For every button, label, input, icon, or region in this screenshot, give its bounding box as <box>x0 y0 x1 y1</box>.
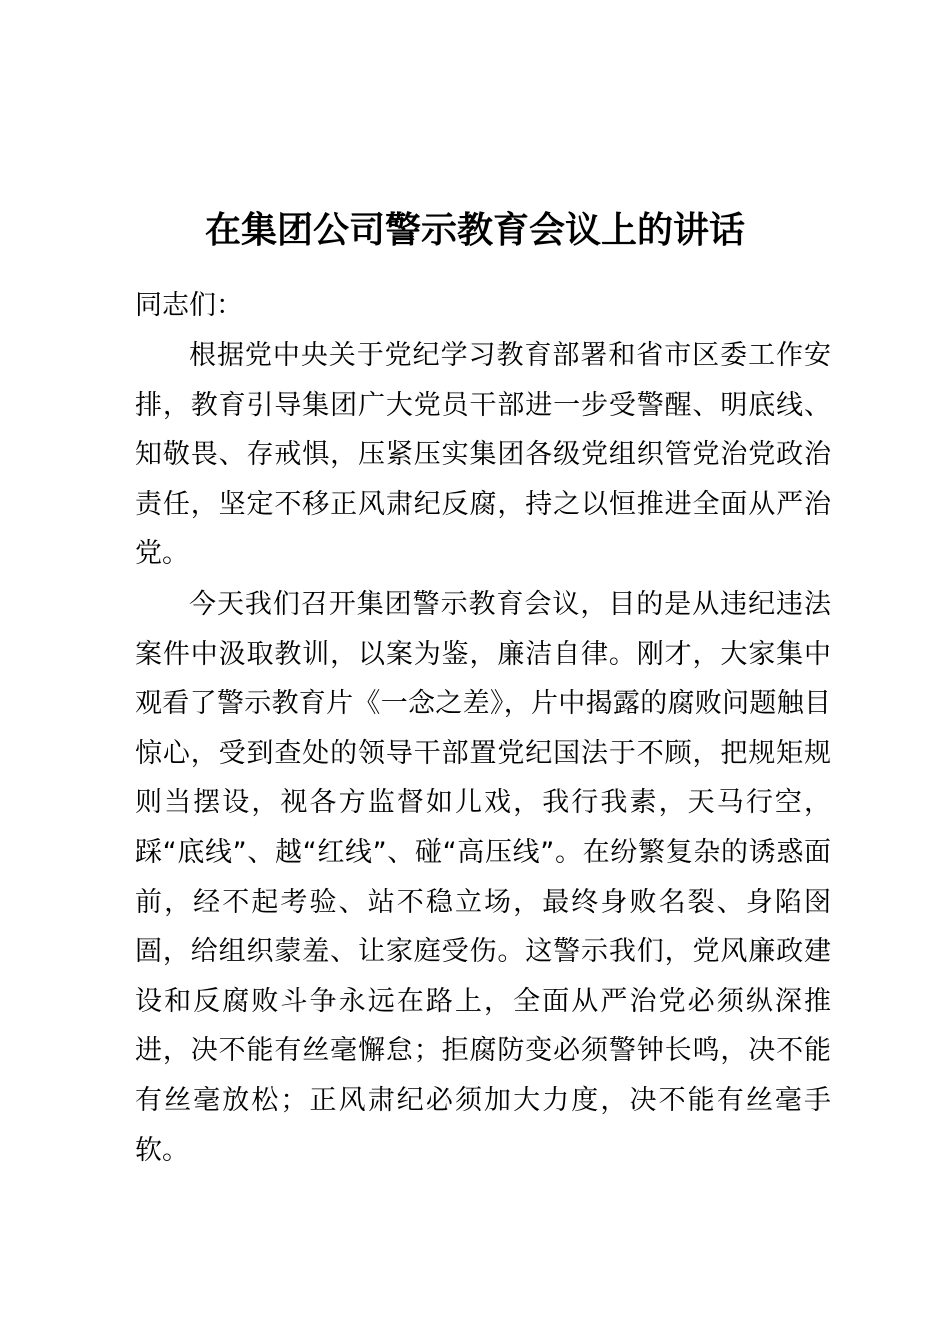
document-title: 在集团公司警示教育会议上的讲话 <box>204 210 745 251</box>
paragraph-1: 根据党中央关于党纪学习教育部署和省市区委工作安排，教育引导集团广大党员干部进一步受警醒、明底线、知敬畏、存戒惧，压紧压实集团各级党组织管党治党政治责任，坚定不移正风肃纪反腐，持之以恒推进全面从严治党。 <box>135 340 831 570</box>
paragraph-2: 今天我们召开集团警示教育会议，目的是从违纪违法案件中汲取教训，以案为鉴，廉洁自律。刚才，大家集中观看了警示教育片《一念之差》，片中揭露的腐败问题触目惊心，受到查处的领导干部置党纪国法于不顾，把规矩规则当摆设，视各方监督如儿戏，我行我素，天马行空，踩“底线”、越“红线”、碰“高压线”。在纷繁复杂的诱惑面前，经不起考验、站不稳立场，最终身败名裂、身陷囹圄，给组织蒙羞、让家庭受伤。这警示我们，党风廉政建设和反腐败斗争永远在路上，全面从严治党必须纵深推进，决不能有丝毫懈怠；拒腐防变必须警钟长鸣，决不能有丝毫放松；正风肃纪必须加大力度，决不能有丝毫手软。 <box>135 589 831 1166</box>
salutation: 同志们： <box>135 290 243 321</box>
